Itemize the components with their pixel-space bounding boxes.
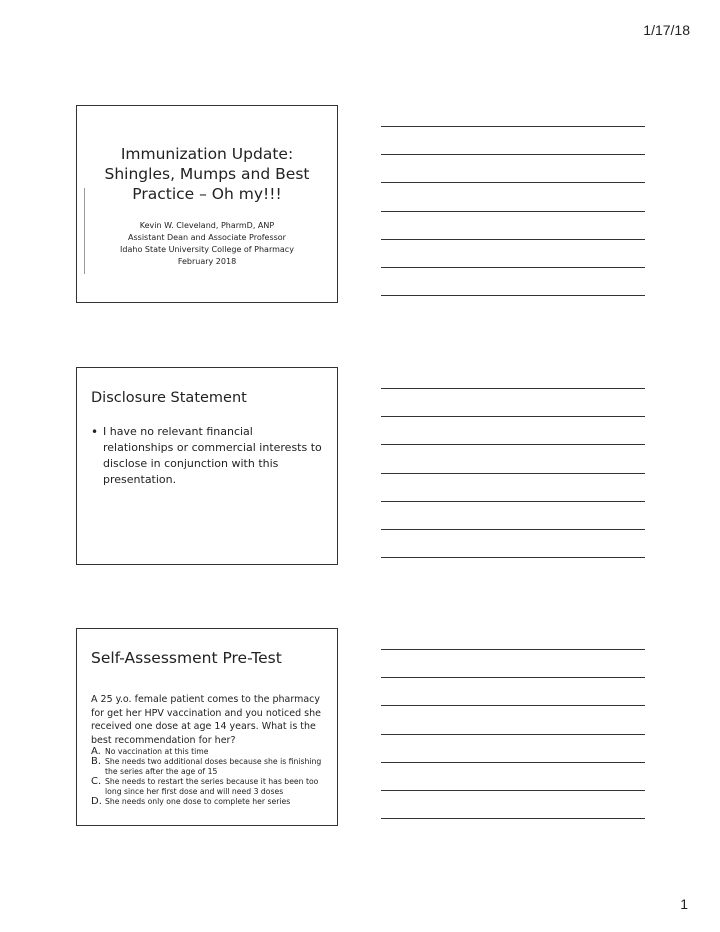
author-position: Assistant Dean and Associate Professor — [128, 233, 286, 242]
note-line — [381, 677, 645, 678]
option-text: No vaccination at this time — [105, 747, 209, 756]
question-text: A 25 y.o. female patient comes to the pharmacy for get her HPV vaccination and you noticed she received one dose at age 14 years. What is the best recommendation for her? — [91, 694, 321, 746]
answer-option-c — [91, 777, 327, 797]
slide-heading: Disclosure Statement — [91, 390, 247, 406]
title-line: Practice – Oh my!!! — [132, 185, 282, 203]
decorative-divider — [84, 188, 85, 274]
presentation-date: February 2018 — [177, 257, 237, 266]
option-letter: B. — [91, 756, 102, 767]
title-line: Immunization Update: — [120, 145, 294, 163]
page-date: 1/17/18 — [643, 22, 690, 38]
option-letter: C. — [91, 776, 102, 787]
note-line — [381, 734, 645, 735]
note-line — [381, 790, 645, 791]
note-line — [381, 762, 645, 763]
answer-option-b — [91, 757, 327, 777]
note-line — [381, 182, 645, 183]
note-line — [381, 416, 645, 417]
note-line — [381, 211, 645, 212]
note-line — [381, 705, 645, 706]
page-number: 1 — [680, 896, 688, 912]
note-line — [381, 295, 645, 296]
note-line — [381, 239, 645, 240]
slide-pretest — [76, 628, 338, 826]
note-line — [381, 444, 645, 445]
author-block — [77, 220, 337, 268]
author-institution: Idaho State University College of Pharmacy — [120, 245, 294, 254]
answer-option-d — [91, 797, 327, 807]
note-line — [381, 649, 645, 650]
slide-heading: Self-Assessment Pre-Test — [91, 649, 282, 667]
slide-disclosure — [76, 367, 338, 565]
presentation-title — [87, 144, 327, 204]
option-text: She needs two additional doses because she is finishing the series after the age of 15 — [105, 757, 322, 776]
note-line — [381, 267, 645, 268]
option-letter: A. — [91, 746, 101, 757]
author-name: Kevin W. Cleveland, PharmD, ANP — [139, 221, 275, 230]
slide-title — [76, 105, 338, 303]
note-line — [381, 388, 645, 389]
option-letter: D. — [91, 796, 102, 807]
bullet-list — [91, 424, 323, 488]
note-line — [381, 126, 645, 127]
option-text: She needs to restart the series because it has been too long since her first dose and will need 3 doses — [105, 777, 319, 796]
note-line — [381, 557, 645, 558]
bullet-item: • I have no relevant financial relationships or commercial interests to disclose in conjunction with this presentation. — [91, 424, 323, 488]
answer-option-a — [91, 747, 327, 757]
title-line: Shingles, Mumps and Best — [104, 165, 310, 183]
note-line — [381, 529, 645, 530]
note-line — [381, 818, 645, 819]
option-text: She needs only one dose to complete her series — [105, 797, 291, 806]
note-line — [381, 473, 645, 474]
answer-options — [91, 747, 327, 807]
note-line — [381, 154, 645, 155]
note-line — [381, 501, 645, 502]
